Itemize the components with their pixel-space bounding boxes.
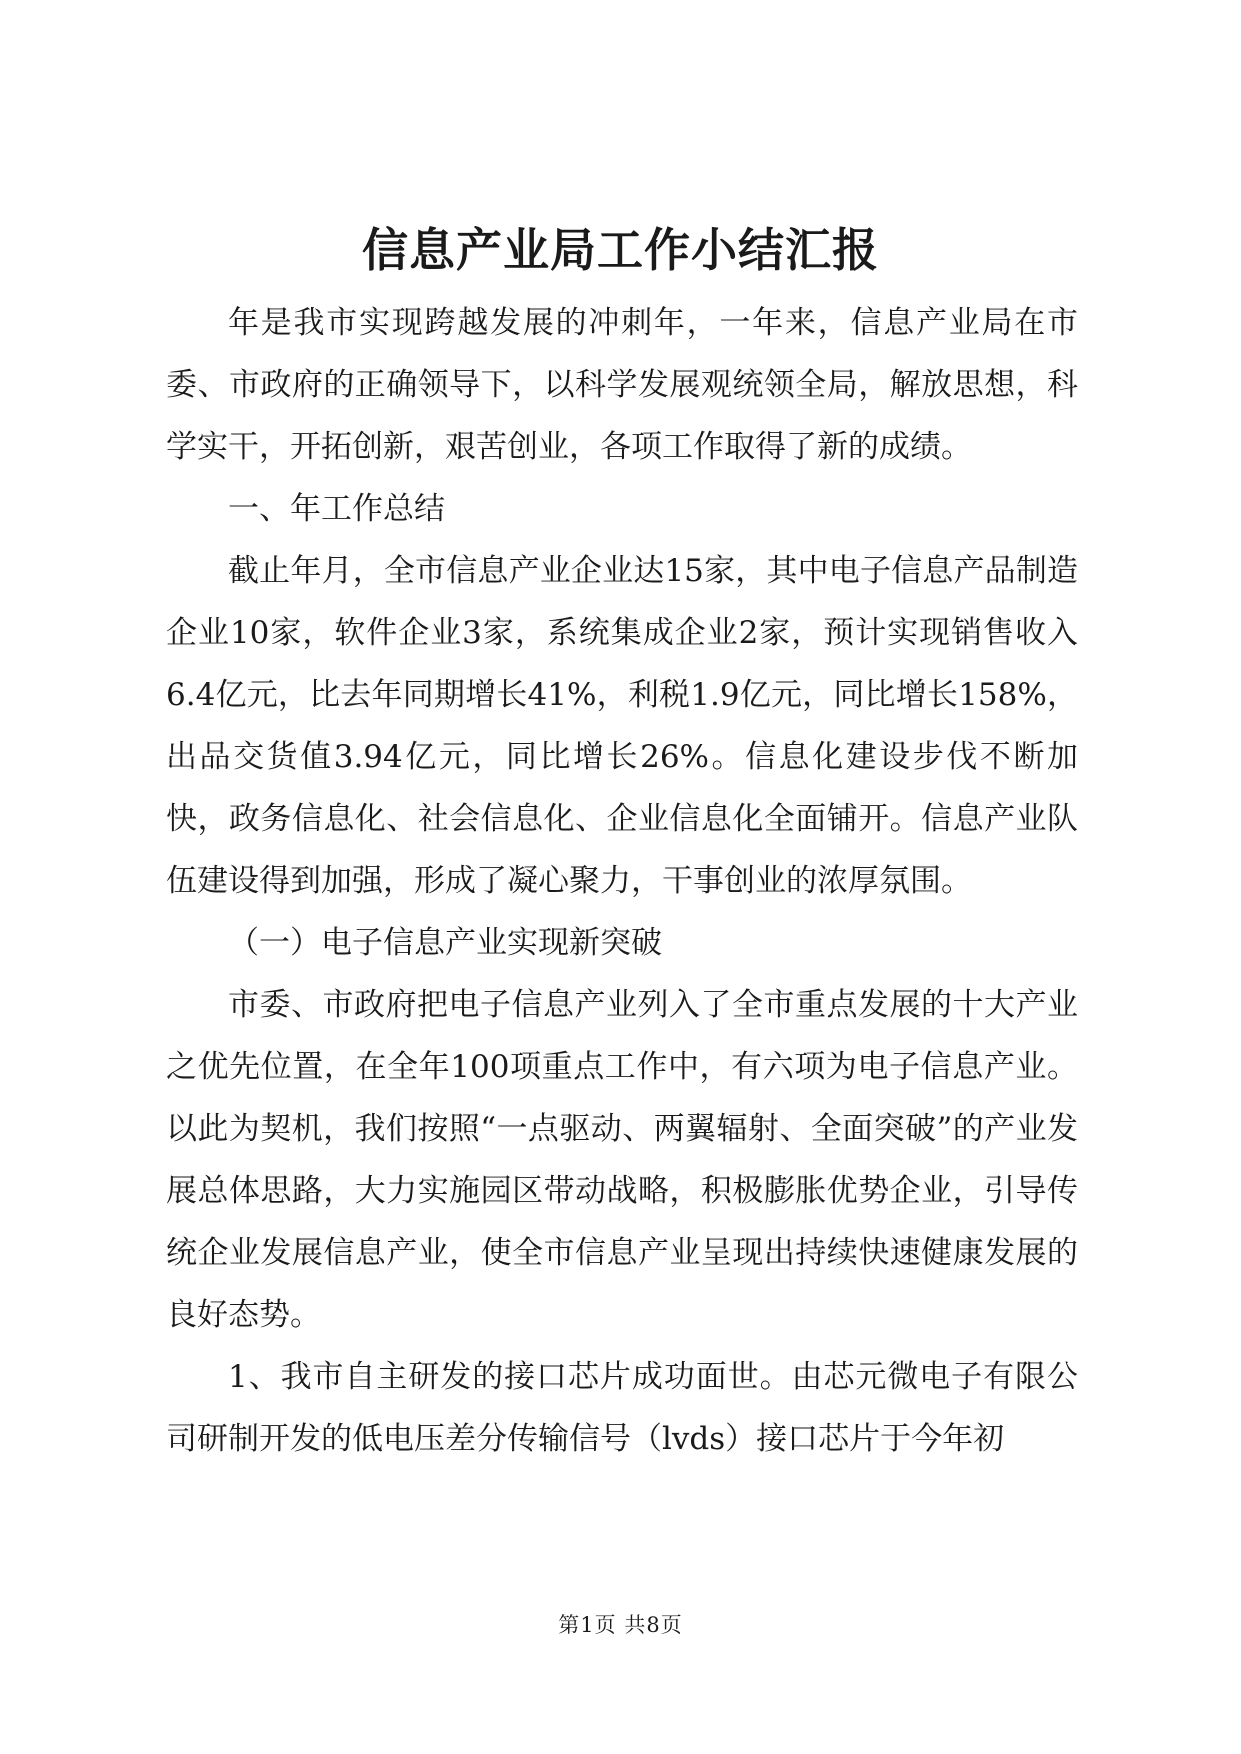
paragraph-intro: 年是我市实现跨越发展的冲刺年，一年来，信息产业局在市委、市政府的正确领导下，以科学发展观统领全局，解放思想，科学实干，开拓创新，艰苦创业，各项工作取得了新的成绩。 [166,305,1078,465]
section-heading-summary: 一、年工作总结 [228,491,445,527]
paragraph-industry-strategy: 市委、市政府把电子信息产业列入了全市重点发展的十大产业之优先位置，在全年100项重点工作中，有六项为电子信息产业。以此为契机，我们按照“一点驱动、两翼辐射、全面突破”的产业发展总体思路，大力实施园区带动战略，积极膨胀优势企业，引导传统企业发展信息产业，使全市信息产业呈现出持续快速健康发展的良好态势。 [166,987,1078,1333]
paragraph-statistics: 截止年月，全市信息产业企业达15家，其中电子信息产品制造企业10家，软件企业3家，系统集成企业2家，预计实现销售收入6.4亿元，比去年同期增长41%，利税1.9亿元，同比增长158%，出品交货值3.94亿元，同比增长26%。信息化建设步伐不断加快，政务信息化、社会信息化、企业信息化全面铺开。信息产业队伍建设得到加强，形成了凝心聚力，干事创业的浓厚氛围。 [166,553,1078,899]
document-title: 信息产业局工作小结汇报 [362,223,879,277]
paragraph-chip-development: 1、我市自主研发的接口芯片成功面世。由芯元微电子有限公司研制开发的低电压差分传输信号（lvds）接口芯片于今年初 [166,1359,1078,1457]
subsection-heading-breakthrough: （一）电子信息产业实现新突破 [228,925,662,961]
document-body [166,292,1078,1470]
page-number-footer: 第1页 共8页 [558,1613,683,1637]
